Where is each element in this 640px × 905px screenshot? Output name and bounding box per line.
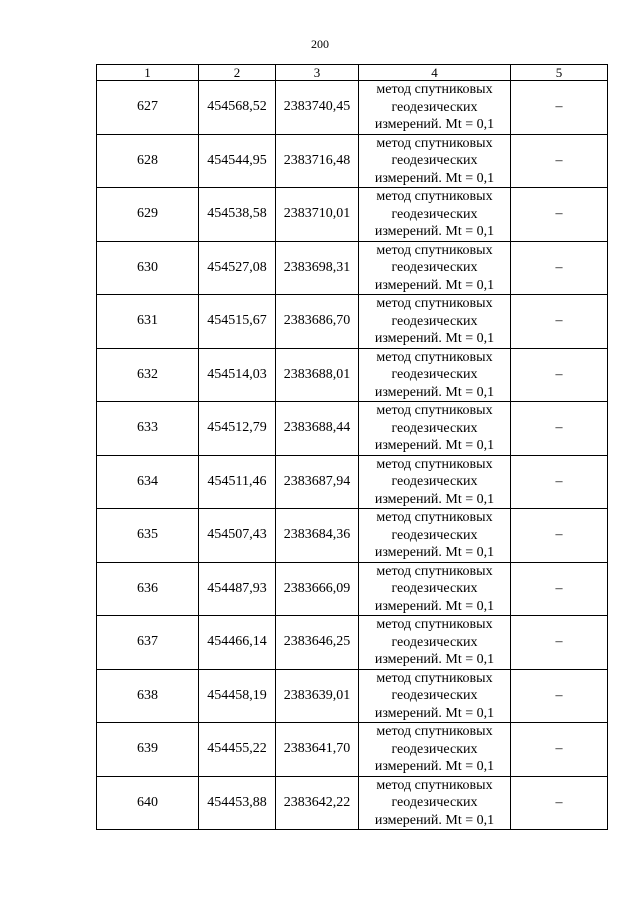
note-cell: – xyxy=(511,241,608,295)
method-line: метод спутниковых xyxy=(376,349,493,365)
table-row xyxy=(97,455,608,509)
method-cell xyxy=(359,455,511,509)
method-cell xyxy=(359,295,511,349)
x-coordinate-cell: 454507,43 xyxy=(199,509,276,563)
method-line: метод спутниковых xyxy=(376,563,493,579)
column-header-4: 4 xyxy=(359,65,511,81)
y-coordinate-cell: 2383740,45 xyxy=(276,81,359,135)
method-line: геодезических xyxy=(391,420,478,436)
point-number-cell: 635 xyxy=(97,509,199,563)
table-row xyxy=(97,188,608,242)
method-line: метод спутниковых xyxy=(376,82,493,97)
method-line: геодезических xyxy=(391,581,478,596)
method-line: геодезических xyxy=(391,795,478,810)
y-coordinate-cell: 2383686,70 xyxy=(276,295,359,349)
x-coordinate-cell: 454455,22 xyxy=(199,723,276,777)
point-number-cell: 632 xyxy=(97,348,199,402)
method-cell xyxy=(359,402,511,456)
point-number-cell: 640 xyxy=(97,776,199,830)
table-row xyxy=(97,776,608,830)
column-header-1: 1 xyxy=(97,65,199,81)
y-coordinate-cell: 2383639,01 xyxy=(276,669,359,723)
method-cell xyxy=(359,723,511,777)
column-header-5: 5 xyxy=(511,65,608,81)
x-coordinate-cell: 454538,58 xyxy=(199,188,276,242)
method-cell xyxy=(359,188,511,242)
method-cell xyxy=(359,348,511,402)
method-line: метод спутниковых xyxy=(376,670,493,686)
page-number: 200 xyxy=(311,37,329,51)
note-cell: – xyxy=(511,295,608,349)
point-number-cell: 628 xyxy=(97,134,199,188)
note-cell: – xyxy=(511,776,608,830)
method-line: геодезических xyxy=(391,741,478,757)
method-line: метод спутниковых xyxy=(376,135,493,151)
method-line: измерений. Mt = 0,1 xyxy=(374,812,495,828)
method-line: измерений. Mt = 0,1 xyxy=(374,117,495,132)
method-cell xyxy=(359,776,511,830)
x-coordinate-cell: 454515,67 xyxy=(199,295,276,349)
y-coordinate-cell: 2383710,01 xyxy=(276,188,359,242)
method-line: измерений. Mt = 0,1 xyxy=(374,545,495,560)
point-number-cell: 636 xyxy=(97,562,199,616)
method-line: геодезических xyxy=(391,527,478,543)
note-cell: – xyxy=(511,723,608,777)
method-line: метод спутниковых xyxy=(376,724,493,739)
method-line: измерений. Mt = 0,1 xyxy=(374,224,495,239)
method-line: геодезических xyxy=(391,688,478,703)
method-cell xyxy=(359,669,511,723)
method-line: измерений. Mt = 0,1 xyxy=(374,759,495,774)
note-cell: – xyxy=(511,616,608,670)
x-coordinate-cell: 454458,19 xyxy=(199,669,276,723)
point-number-cell: 639 xyxy=(97,723,199,777)
table-header-row xyxy=(97,65,608,81)
method-cell xyxy=(359,81,511,135)
table-row xyxy=(97,134,608,188)
method-cell xyxy=(359,562,511,616)
method-line: измерений. Mt = 0,1 xyxy=(374,598,495,614)
table-row xyxy=(97,616,608,670)
x-coordinate-cell: 454514,03 xyxy=(199,348,276,402)
note-cell: – xyxy=(511,402,608,456)
note-cell: – xyxy=(511,134,608,188)
method-line: метод спутниковых xyxy=(376,617,493,632)
y-coordinate-cell: 2383646,25 xyxy=(276,616,359,670)
method-cell xyxy=(359,509,511,563)
point-number-cell: 637 xyxy=(97,616,199,670)
y-coordinate-cell: 2383642,22 xyxy=(276,776,359,830)
method-line: геодезических xyxy=(391,313,478,329)
point-number-cell: 629 xyxy=(97,188,199,242)
y-coordinate-cell: 2383688,01 xyxy=(276,348,359,402)
method-cell xyxy=(359,616,511,670)
method-line: измерений. Mt = 0,1 xyxy=(374,384,495,400)
note-cell: – xyxy=(511,348,608,402)
table-row xyxy=(97,562,608,616)
point-number-cell: 638 xyxy=(97,669,199,723)
x-coordinate-cell: 454527,08 xyxy=(199,241,276,295)
method-line: измерений. Mt = 0,1 xyxy=(374,652,495,667)
method-line: геодезических xyxy=(391,367,478,382)
note-cell: – xyxy=(511,81,608,135)
table-row xyxy=(97,295,608,349)
table-row xyxy=(97,402,608,456)
method-line: метод спутниковых xyxy=(376,510,493,525)
x-coordinate-cell: 454568,52 xyxy=(199,81,276,135)
column-header-2: 2 xyxy=(199,65,276,81)
table-row xyxy=(97,81,608,135)
method-line: метод спутниковых xyxy=(376,403,493,418)
column-header-3: 3 xyxy=(276,65,359,81)
y-coordinate-cell: 2383641,70 xyxy=(276,723,359,777)
method-line: геодезических xyxy=(391,99,478,115)
table-row xyxy=(97,723,608,777)
y-coordinate-cell: 2383684,36 xyxy=(276,509,359,563)
coordinates-table xyxy=(96,64,608,830)
x-coordinate-cell: 454453,88 xyxy=(199,776,276,830)
y-coordinate-cell: 2383698,31 xyxy=(276,241,359,295)
y-coordinate-cell: 2383666,09 xyxy=(276,562,359,616)
table-row xyxy=(97,241,608,295)
method-cell xyxy=(359,241,511,295)
note-cell: – xyxy=(511,562,608,616)
method-line: геодезических xyxy=(391,206,478,222)
x-coordinate-cell: 454511,46 xyxy=(199,455,276,509)
method-line: метод спутниковых xyxy=(376,777,493,793)
method-line: измерений. Mt = 0,1 xyxy=(374,277,495,293)
x-coordinate-cell: 454466,14 xyxy=(199,616,276,670)
method-line: геодезических xyxy=(391,260,478,275)
point-number-cell: 627 xyxy=(97,81,199,135)
note-cell: – xyxy=(511,509,608,563)
method-line: геодезических xyxy=(391,634,478,650)
method-line: метод спутниковых xyxy=(376,242,493,258)
method-line: геодезических xyxy=(391,474,478,489)
table-row xyxy=(97,669,608,723)
y-coordinate-cell: 2383688,44 xyxy=(276,402,359,456)
note-cell: – xyxy=(511,188,608,242)
y-coordinate-cell: 2383687,94 xyxy=(276,455,359,509)
method-line: метод спутниковых xyxy=(376,189,493,204)
method-line: измерений. Mt = 0,1 xyxy=(374,438,495,453)
x-coordinate-cell: 454487,93 xyxy=(199,562,276,616)
method-line: измерений. Mt = 0,1 xyxy=(374,705,495,721)
table-row xyxy=(97,348,608,402)
method-line: измерений. Mt = 0,1 xyxy=(374,170,495,186)
point-number-cell: 630 xyxy=(97,241,199,295)
x-coordinate-cell: 454544,95 xyxy=(199,134,276,188)
y-coordinate-cell: 2383716,48 xyxy=(276,134,359,188)
note-cell: – xyxy=(511,669,608,723)
method-line: геодезических xyxy=(391,153,478,168)
method-line: метод спутниковых xyxy=(376,296,493,311)
method-cell xyxy=(359,134,511,188)
x-coordinate-cell: 454512,79 xyxy=(199,402,276,456)
note-cell: – xyxy=(511,455,608,509)
table-body xyxy=(97,81,608,830)
point-number-cell: 631 xyxy=(97,295,199,349)
method-line: метод спутниковых xyxy=(376,456,493,472)
method-line: измерений. Mt = 0,1 xyxy=(374,491,495,507)
method-line: измерений. Mt = 0,1 xyxy=(374,331,495,346)
table-row xyxy=(97,509,608,563)
point-number-cell: 633 xyxy=(97,402,199,456)
point-number-cell: 634 xyxy=(97,455,199,509)
